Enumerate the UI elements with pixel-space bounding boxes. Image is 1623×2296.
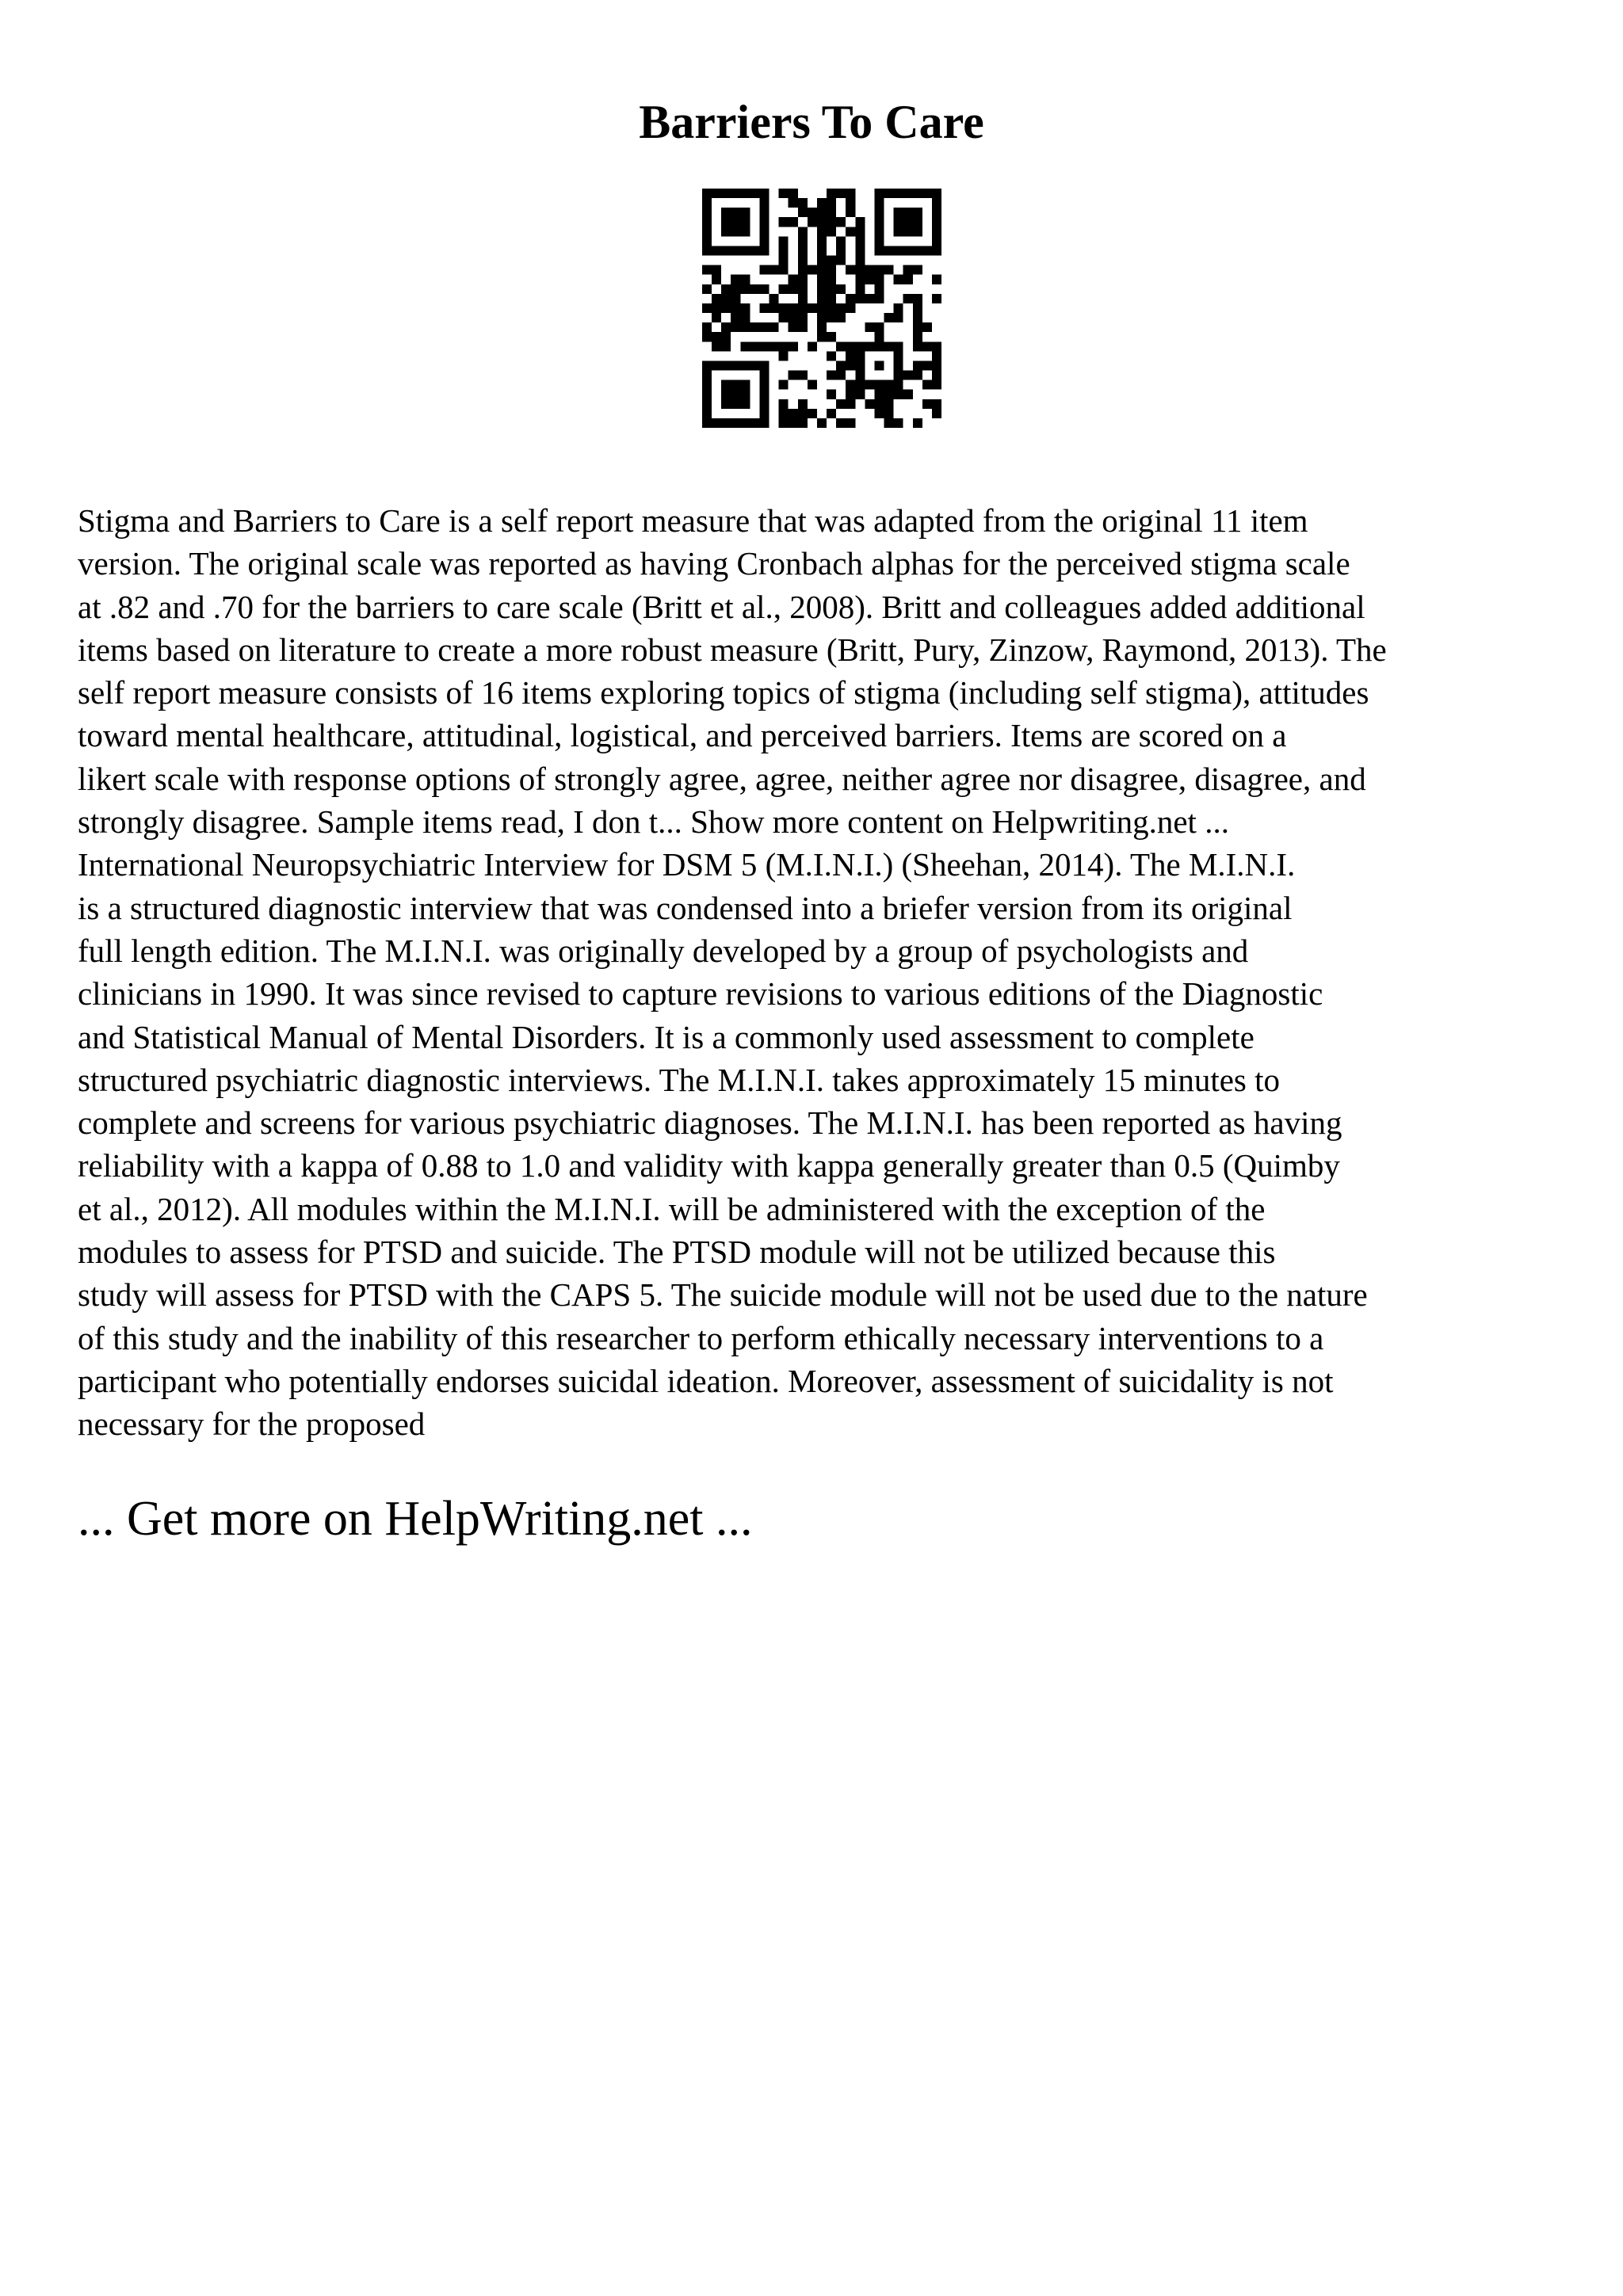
body-line: and Statistical Manual of Mental Disorders. It is a commonly used assessment to complete bbox=[78, 1018, 1254, 1055]
body-line: is a structured diagnostic interview that was condensed into a briefer version from its original bbox=[78, 889, 1293, 926]
body-line: at .82 and .70 for the barriers to care scale (Britt et al., 2008). Britt and colleagues added additional bbox=[78, 588, 1365, 625]
body-line: study will assess for PTSD with the CAPS 5. The suicide module will not be used due to the nature bbox=[78, 1276, 1368, 1314]
body-line: reliability with a kappa of 0.88 to 1.0 and validity with kappa generally greater than 0.5 (Quimby bbox=[78, 1147, 1340, 1184]
body-line: Stigma and Barriers to Care is a self report measure that was adapted from the original 11 item bbox=[78, 502, 1308, 539]
qr-code-icon bbox=[702, 189, 941, 428]
body-text bbox=[78, 499, 1560, 1446]
body-line: et al., 2012). All modules within the M.I.N.I. will be administered with the exception of the bbox=[78, 1190, 1266, 1227]
body-line: full length edition. The M.I.N.I. was originally developed by a group of psychologists and bbox=[78, 932, 1249, 969]
body-line: items based on literature to create a more robust measure (Britt, Pury, Zinzow, Raymond, 2013). The bbox=[78, 631, 1387, 668]
body-line: modules to assess for PTSD and suicide. The PTSD module will not be utilized because this bbox=[78, 1234, 1276, 1271]
body-line: necessary for the proposed bbox=[78, 1405, 426, 1443]
body-line: complete and screens for various psychiatric diagnoses. The M.I.N.I. has been reported as having bbox=[78, 1104, 1342, 1142]
body-line: toward mental healthcare, attitudinal, logistical, and perceived barriers. Items are scored on a bbox=[78, 717, 1287, 754]
body-line: International Neuropsychiatric Interview for DSM 5 (M.I.N.I.) (Sheehan, 2014). The M.I.N.I. bbox=[78, 846, 1296, 883]
body-line: strongly disagree. Sample items read, I don t... Show more content on Helpwriting.net ... bbox=[78, 803, 1229, 841]
page-title: Barriers To Care bbox=[639, 96, 984, 148]
body-line: version. The original scale was reported as having Cronbach alphas for the perceived stigma scale bbox=[78, 545, 1350, 582]
body-line: likert scale with response options of strongly agree, agree, neither agree nor disagree, disagree, and bbox=[78, 760, 1366, 797]
body-line: participant who potentially endorses suicidal ideation. Moreover, assessment of suicidality is not bbox=[78, 1362, 1334, 1399]
body-line: structured psychiatric diagnostic interviews. The M.I.N.I. takes approximately 15 minutes to bbox=[78, 1061, 1281, 1098]
body-line: clinicians in 1990. It was since revised to capture revisions to various editions of the Diagnostic bbox=[78, 975, 1323, 1013]
get-more-link[interactable]: ... Get more on HelpWriting.net ... bbox=[78, 1492, 753, 1546]
body-line: self report measure consists of 16 items exploring topics of stigma (including self stigma), attitudes bbox=[78, 674, 1369, 711]
body-line: of this study and the inability of this researcher to perform ethically necessary interventions to a bbox=[78, 1319, 1324, 1356]
